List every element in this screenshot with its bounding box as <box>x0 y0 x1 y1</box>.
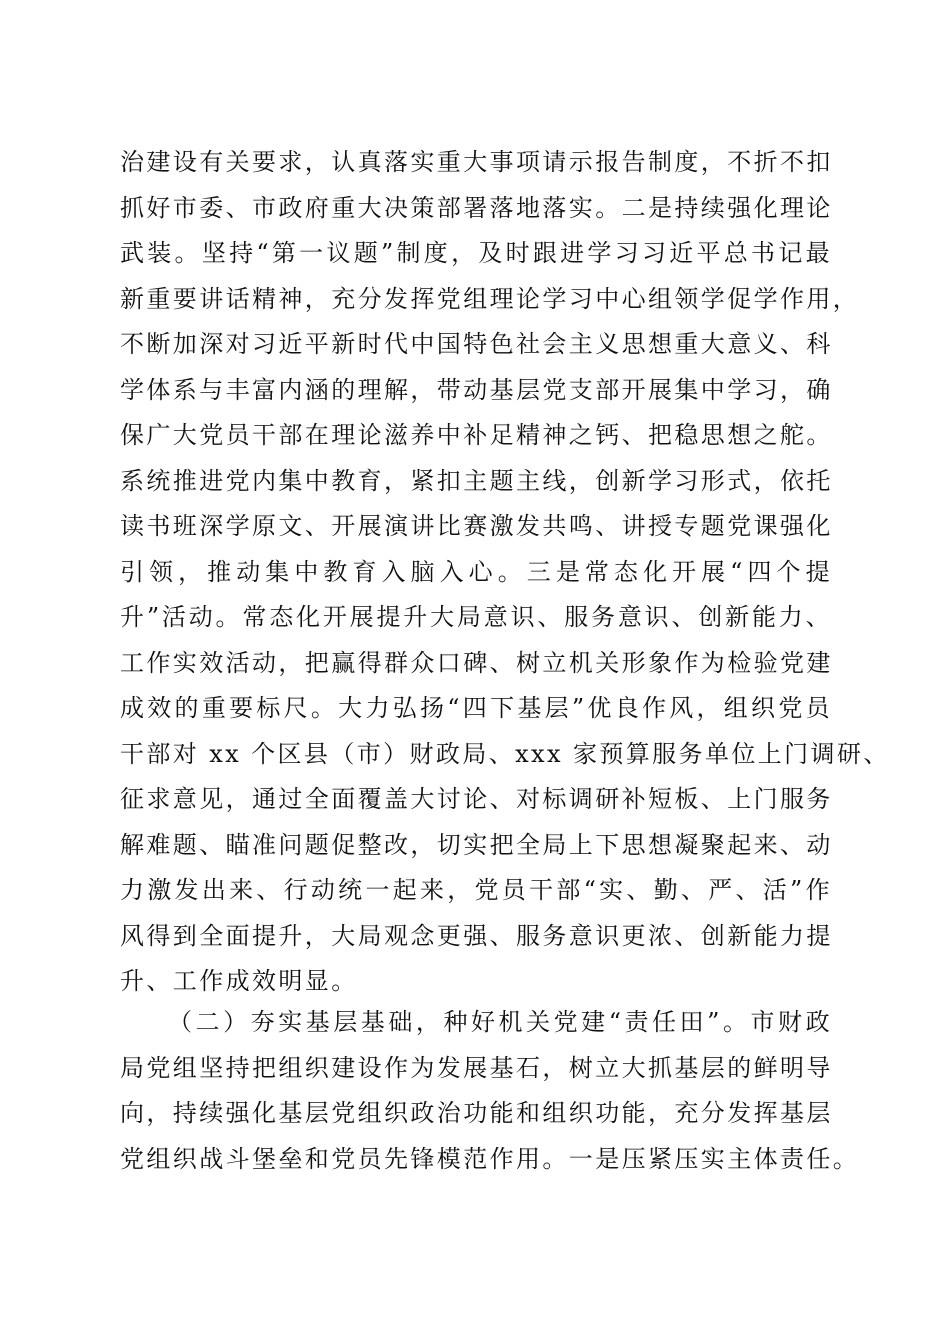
text-line: 治建设有关要求，认真落实重大事项请示报告制度，不折不扣 <box>120 148 833 176</box>
text-line: 升”活动。常态化开展提升大局意识、服务意识、创新能力、 <box>120 603 832 631</box>
paragraph-party-building-theory <box>120 140 890 1005</box>
text-line: 向，持续强化基层党组织政治功能和组织功能，充分发挥基层 <box>120 1099 833 1127</box>
text-line: 新重要讲话精神，充分发挥党组理论学习中心组领学促学作用， <box>120 284 860 313</box>
section-heading-line: （二）夯实基层基础，种好机关党建“责任田”。市财政 <box>168 1008 832 1036</box>
text-line: 保广大党员干部在理论滋养中补足精神之钙、把稳思想之舵。 <box>120 421 833 449</box>
text-line: 工作实效活动，把赢得群众口碑、树立机关形象作为检验党建 <box>120 648 833 677</box>
text-line: 解难题、瞄准问题促整改，切实把全局上下思想凝聚起来、动 <box>120 830 833 859</box>
text-line: 局党组坚持把组织建设作为发展基石，树立大抓基层的鲜明导 <box>120 1053 833 1082</box>
text-line: 成效的重要标尺。大力弘扬“四下基层”优良作风，组织党员 <box>120 694 832 722</box>
text-line: 系统推进党内集中教育，紧扣主题主线，创新学习形式，依托 <box>120 466 833 495</box>
text-line: 武装。坚持“第一议题”制度，及时跟进学习习近平总书记最 <box>120 239 832 267</box>
text-line: 征求意见，通过全面覆盖大讨论、对标调研补短板、上门服务 <box>120 785 833 813</box>
text-line: 学体系与丰富内涵的理解，带动基层党支部开展集中学习，确 <box>120 375 833 404</box>
text-line: 升、工作成效明显。 <box>120 967 358 995</box>
text-line: 力激发出来、行动统一起来，党员干部“实、勤、严、活”作 <box>120 876 832 904</box>
text-line: 干部对 xx 个区县（市）财政局、xxx 家预算服务单位上门调研、 <box>120 739 890 768</box>
text-line: 风得到全面提升，大局观念更强、服务意识更浓、创新能力提 <box>120 921 833 950</box>
paragraph-grassroots-foundation <box>120 1000 860 1182</box>
text-line: 引领，推动集中教育入脑入心。三是常态化开展“四个提 <box>120 557 832 586</box>
text-line: 不断加深对习近平新时代中国特色社会主义思想重大意义、科 <box>120 330 833 358</box>
text-line: 党组织战斗堡垒和党员先锋模范作用。一是压紧压实主体责任。 <box>120 1144 860 1173</box>
text-line: 读书班深学原文、开展演讲比赛激发共鸣、讲授专题党课强化 <box>120 512 833 540</box>
text-line: 抓好市委、市政府重大决策部署落地落实。二是持续强化理论 <box>120 193 833 222</box>
